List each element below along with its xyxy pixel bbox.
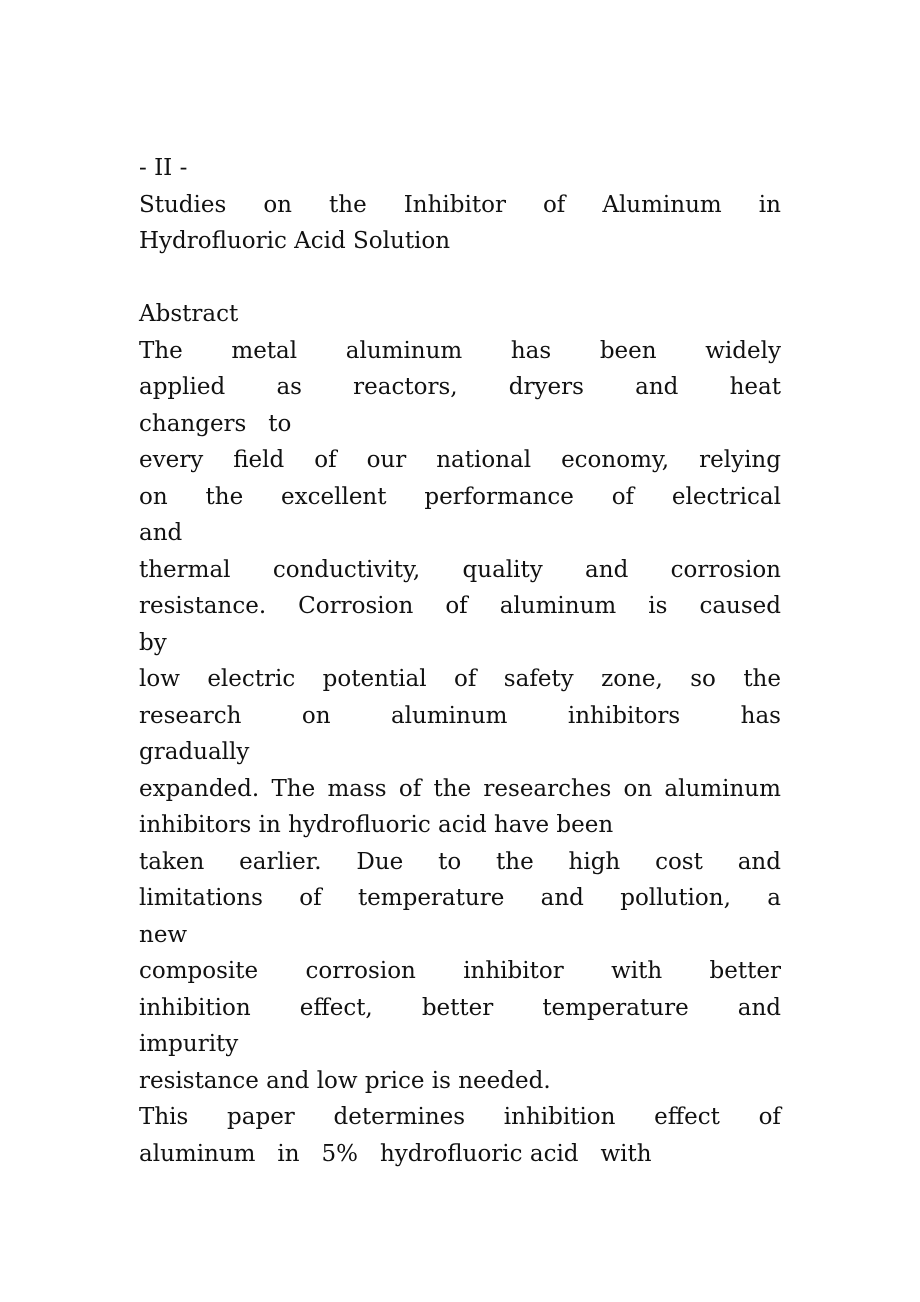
abstract-line — [139, 1099, 781, 1136]
abstract-word: field — [233, 447, 285, 473]
abstract-word: better — [421, 994, 494, 1021]
abstract-word: inhibitor — [463, 958, 564, 984]
abstract-line — [139, 442, 781, 479]
abstract-word: expanded. — [139, 775, 260, 802]
abstract-heading: Abstract — [139, 301, 239, 327]
abstract-line: resistance and low price is needed. — [139, 1067, 551, 1094]
abstract-word: our — [366, 447, 407, 473]
abstract-word: performance — [424, 483, 574, 510]
abstract-word: a — [767, 885, 781, 911]
title-line-2: Hydrofluoric Acid Solution — [139, 228, 451, 254]
abstract-word: earlier. — [239, 848, 322, 875]
abstract-line — [139, 771, 781, 808]
abstract-word: the — [496, 848, 534, 875]
title-word: Inhibitor — [403, 191, 506, 218]
abstract-word: Due — [356, 848, 404, 875]
abstract-line — [139, 990, 781, 1027]
abstract-line: gradually — [139, 739, 250, 765]
abstract-word: zone, — [601, 666, 663, 692]
abstract-word: better — [709, 958, 781, 984]
abstract-word: excellent — [281, 483, 387, 510]
abstract-word: has — [740, 702, 781, 729]
abstract-word: composite — [139, 958, 259, 984]
abstract-line: changers to — [139, 410, 292, 437]
abstract-word: has — [510, 337, 552, 364]
abstract-word: paper — [227, 1104, 295, 1130]
abstract-word: low — [139, 666, 180, 692]
abstract-word: reactors, — [353, 374, 458, 400]
abstract-word: every — [139, 447, 204, 473]
abstract-word: and — [737, 848, 781, 875]
abstract-line — [139, 698, 781, 735]
abstract-line — [139, 661, 781, 698]
abstract-word: the — [743, 666, 781, 692]
abstract-word: aluminum — [664, 775, 781, 802]
abstract-word: effect — [654, 1104, 720, 1130]
abstract-word: economy, — [561, 447, 670, 473]
abstract-word: applied — [139, 374, 226, 400]
abstract-word: as — [276, 374, 302, 400]
abstract-line — [139, 479, 781, 516]
abstract-word: high — [568, 848, 621, 875]
abstract-line — [139, 552, 781, 589]
abstract-line — [139, 588, 781, 625]
abstract-word: the — [433, 775, 472, 802]
abstract-word: thermal — [139, 556, 231, 583]
abstract-line — [139, 880, 781, 917]
title-word: of — [542, 191, 566, 218]
title-word: Studies — [139, 191, 227, 218]
title-word: on — [263, 191, 292, 218]
abstract-word: and — [635, 374, 679, 400]
document-body — [139, 150, 781, 1172]
abstract-word: effect, — [299, 994, 373, 1021]
abstract-word: cost — [655, 848, 703, 875]
abstract-word: mass — [327, 775, 387, 802]
abstract-word: inhibitors — [567, 702, 681, 729]
abstract-word: heat — [729, 374, 781, 400]
abstract-word: of — [314, 447, 337, 473]
abstract-word: inhibition — [139, 994, 251, 1021]
title-word: the — [329, 191, 367, 218]
abstract-word: The — [271, 775, 316, 802]
abstract-word: been — [599, 337, 657, 364]
abstract-line: impurity — [139, 1031, 239, 1057]
title-word: in — [758, 191, 781, 218]
abstract-word: of — [299, 885, 322, 911]
abstract-word: researches — [483, 775, 612, 802]
abstract-body — [139, 333, 781, 1173]
abstract-word: electrical — [671, 483, 781, 510]
spacer — [139, 260, 781, 297]
abstract-word: widely — [705, 337, 781, 364]
abstract-line — [139, 333, 781, 370]
title-line-1 — [139, 187, 781, 224]
abstract-word: and — [737, 994, 781, 1021]
abstract-word: corrosion — [305, 958, 416, 984]
abstract-line — [139, 844, 781, 881]
abstract-line: by — [139, 629, 167, 656]
abstract-word: relying — [699, 447, 781, 473]
abstract-word: pollution, — [620, 885, 731, 911]
abstract-word: research — [139, 702, 242, 729]
title-word: Aluminum — [602, 191, 722, 218]
abstract-word: on — [301, 702, 331, 729]
abstract-word: with — [611, 958, 663, 984]
abstract-word: and — [585, 556, 629, 583]
page-number: - II - — [139, 155, 188, 181]
abstract-word: aluminum — [390, 702, 508, 729]
abstract-line — [139, 953, 781, 990]
abstract-word: determines — [333, 1104, 466, 1130]
abstract-line: aluminum in 5% hydrofluoric acid with — [139, 1140, 652, 1167]
abstract-word: This — [139, 1104, 189, 1130]
abstract-word: inhibition — [503, 1104, 616, 1130]
abstract-word: conductivity, — [272, 556, 421, 583]
abstract-line — [139, 369, 781, 406]
abstract-word: dryers — [508, 374, 584, 400]
abstract-word: national — [436, 447, 532, 473]
abstract-word: of — [611, 483, 635, 510]
abstract-word: of — [445, 593, 468, 619]
abstract-word: on — [623, 775, 653, 802]
abstract-word: the — [205, 483, 244, 510]
abstract-word: temperature — [542, 994, 689, 1021]
abstract-line: inhibitors in hydrofluoric acid have been — [139, 812, 614, 838]
abstract-word: electric — [207, 666, 296, 692]
abstract-word: aluminum — [345, 337, 463, 364]
abstract-word: to — [438, 848, 462, 875]
abstract-word: limitations — [139, 885, 263, 911]
abstract-word: taken — [139, 848, 205, 875]
abstract-word: The — [139, 337, 183, 364]
abstract-word: is — [648, 593, 668, 619]
abstract-word: potential — [322, 666, 427, 692]
abstract-word: of — [454, 666, 477, 692]
abstract-word: of — [758, 1104, 781, 1130]
abstract-word: aluminum — [499, 593, 617, 619]
abstract-word: so — [690, 666, 716, 692]
abstract-word: temperature — [357, 885, 505, 911]
abstract-word: and — [540, 885, 584, 911]
abstract-word: resistance. — [139, 593, 267, 619]
abstract-word: quality — [462, 556, 543, 583]
abstract-word: metal — [231, 337, 298, 364]
abstract-word: corrosion — [670, 556, 781, 583]
abstract-word: safety — [503, 666, 574, 692]
abstract-word: caused — [699, 593, 781, 619]
abstract-line: and — [139, 520, 183, 546]
abstract-line: new — [139, 921, 188, 948]
abstract-word: Corrosion — [298, 593, 414, 619]
abstract-word: on — [139, 483, 168, 510]
abstract-word: of — [398, 775, 422, 802]
